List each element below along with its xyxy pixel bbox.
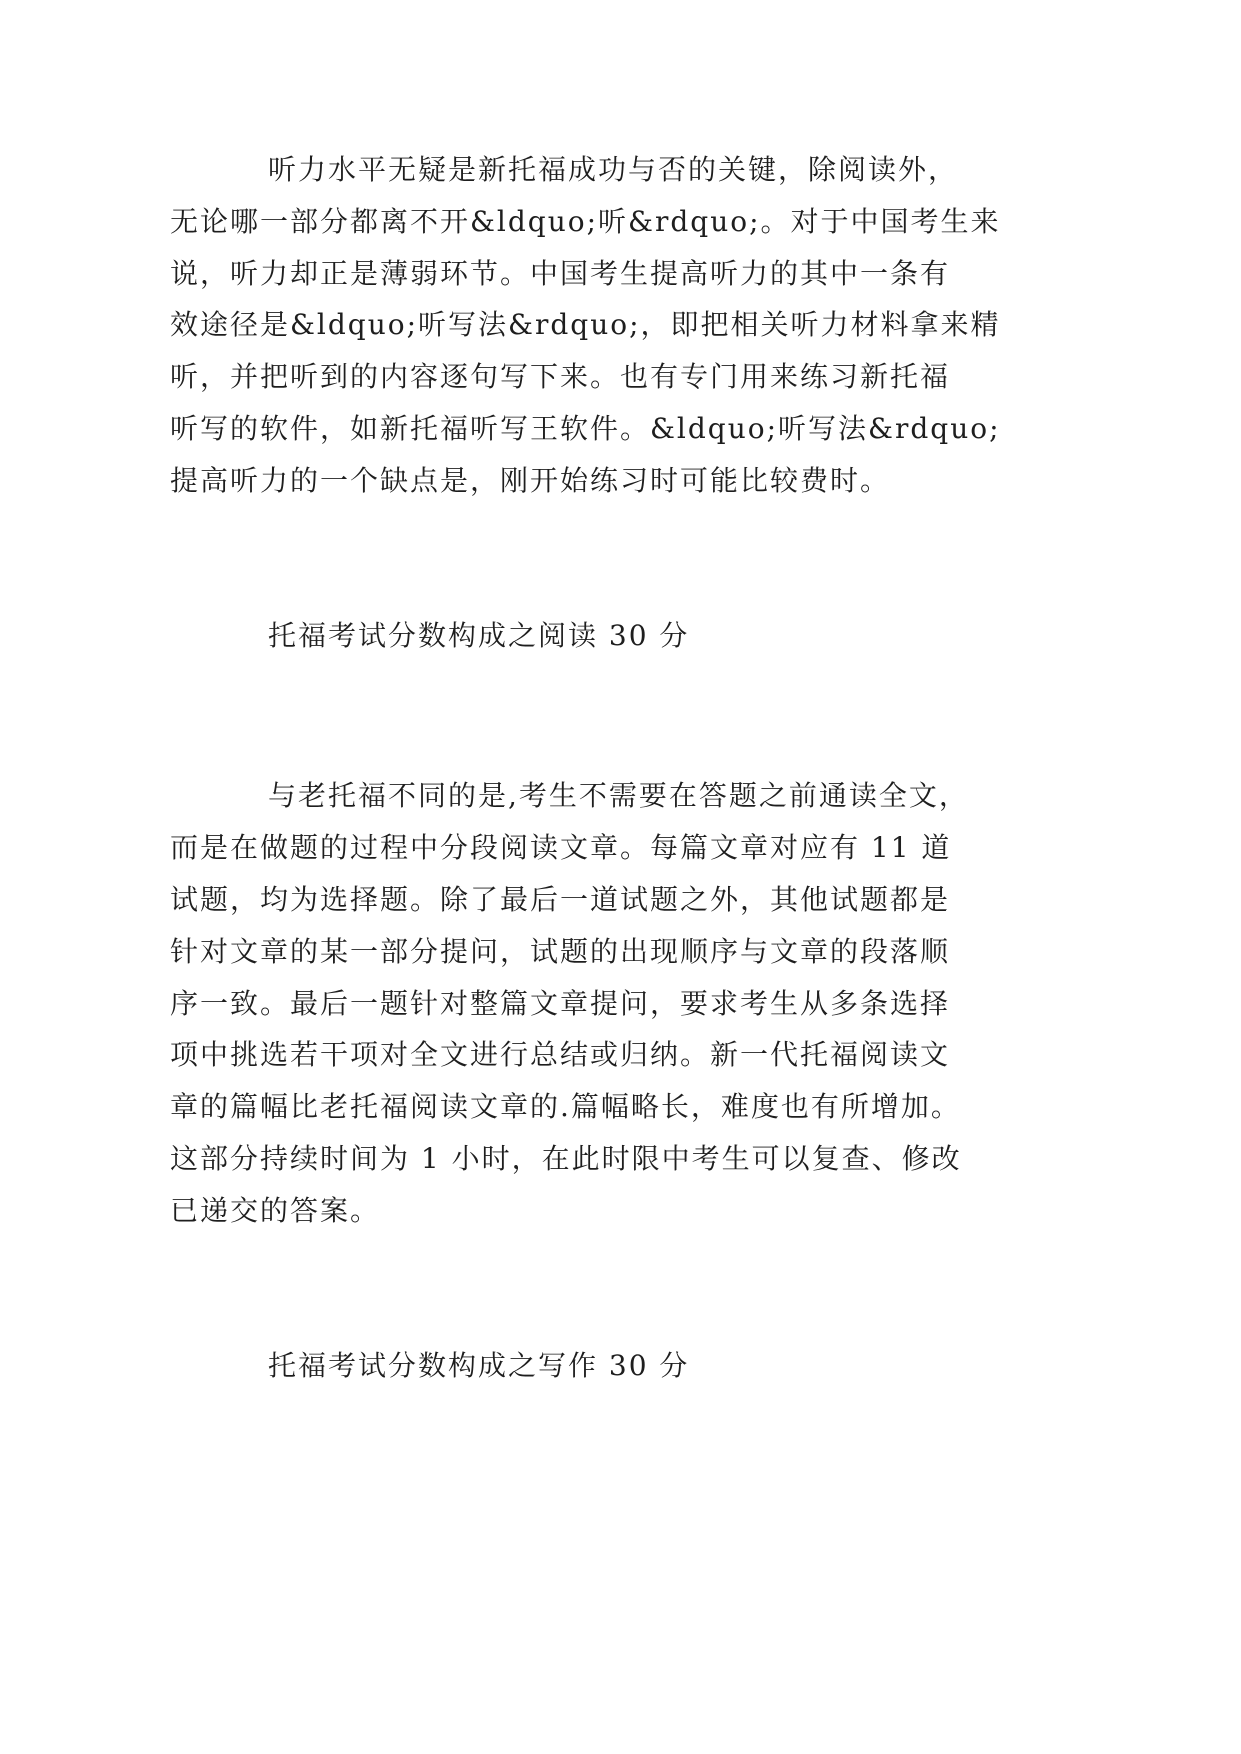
text-line: 而是在做题的过程中分段阅读文章。每篇文章对应有 11 道: [170, 831, 952, 865]
document-body: [170, 144, 1070, 1391]
paragraph: [170, 144, 1070, 507]
text-line: 序一致。最后一题针对整篇文章提问，要求考生从多条选择: [170, 986, 951, 1020]
text-line: 提高听力的一个缺点是，刚开始练习时可能比较费时。: [170, 463, 891, 497]
text-line: 无论哪一部分都离不开&ldquo;听&rdquo;。对于中国考生来: [170, 204, 1001, 238]
section-heading: 托福考试分数构成之写作 30 分: [268, 1348, 690, 1382]
text-line: 这部分持续时间为 1 小时，在此时限中考生可以复查、修改: [170, 1141, 962, 1175]
paragraph: [170, 770, 1070, 1236]
text-line: 章的篇幅比老托福阅读文章的.篇幅略长，难度也有所增加。: [170, 1090, 961, 1124]
text-line: 听力水平无疑是新托福成功与否的关键，除阅读外，: [268, 153, 959, 186]
text-line: 试题，均为选择题。除了最后一道试题之外，其他试题都是: [170, 882, 951, 916]
text-line: 听写的软件，如新托福听写王软件。&ldquo;听写法&rdquo;: [170, 411, 1001, 445]
text-line: 项中挑选若干项对全文进行总结或归纳。新一代托福阅读文: [170, 1038, 951, 1072]
text-line: 针对文章的某一部分提问，试题的出现顺序与文章的段落顺: [170, 934, 951, 968]
text-line: 说，听力却正是薄弱环节。中国考生提高听力的其中一条有: [170, 256, 951, 290]
section-heading: 托福考试分数构成之阅读 30 分: [268, 618, 690, 652]
text-line: 已递交的答案。: [170, 1193, 381, 1227]
text-line: 与老托福不同的是,考生不需要在答题之前通读全文，: [268, 779, 969, 813]
text-line: 听，并把听到的内容逐句写下来。也有专门用来练习新托福: [170, 360, 951, 394]
text-line: 效途径是&ldquo;听写法&rdquo;，即把相关听力材料拿来精: [170, 308, 1001, 342]
